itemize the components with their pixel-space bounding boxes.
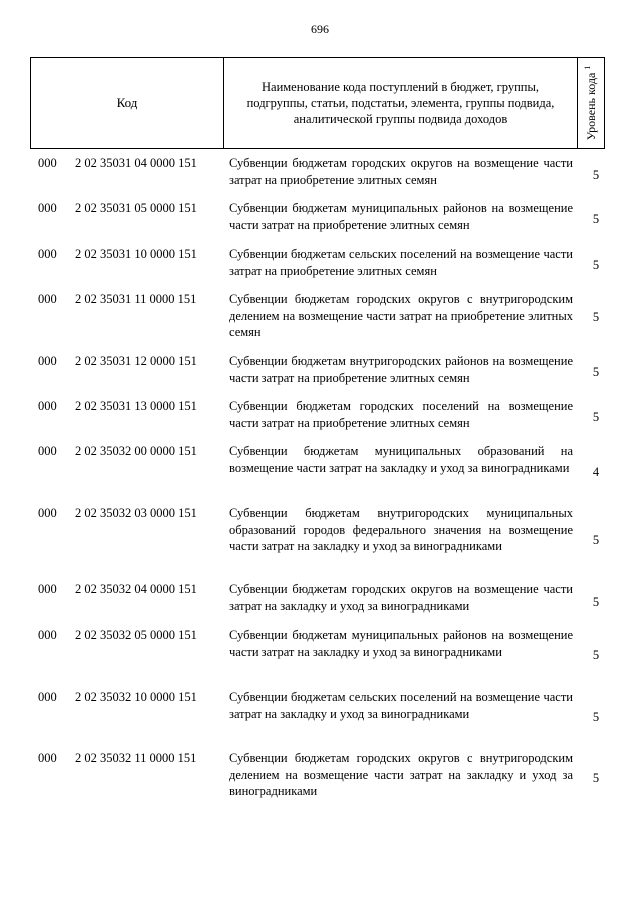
admin-code: 000 xyxy=(38,247,57,261)
row-level: 5 xyxy=(592,410,600,424)
header-level-text: Уровень кода xyxy=(584,72,598,141)
row-description: Субвенции бюджетам городских округов на возмещение части затрат на приобретение элитных семян xyxy=(229,156,573,187)
admin-code: 000 xyxy=(38,444,57,458)
budget-code: 2 02 35031 12 0000 151 xyxy=(75,354,197,368)
admin-code: 000 xyxy=(38,399,57,413)
row-level: 5 xyxy=(592,168,600,182)
row-description: Субвенции бюджетам городских округов с внутригородским делением на возмещение части затрат на приобретение элитных семян xyxy=(229,292,573,339)
budget-code: 2 02 35032 05 0000 151 xyxy=(75,628,197,642)
header-level-footnote: 1 xyxy=(583,65,592,70)
table-header xyxy=(30,57,605,149)
admin-code: 000 xyxy=(38,690,57,704)
row-level: 5 xyxy=(592,710,600,724)
budget-code: 2 02 35032 03 0000 151 xyxy=(75,506,197,520)
row-level: 5 xyxy=(592,365,600,379)
budget-code: 2 02 35032 11 0000 151 xyxy=(75,751,197,765)
row-description: Субвенции бюджетам сельских поселений на возмещение части затрат на закладку и уход за виноградниками xyxy=(229,690,573,721)
budget-code: 2 02 35032 10 0000 151 xyxy=(75,690,197,704)
row-description: Субвенции бюджетам муниципальных районов на возмещение части затрат на приобретение элитных семян xyxy=(229,201,573,232)
admin-code: 000 xyxy=(38,201,57,215)
row-level: 5 xyxy=(592,310,600,324)
row-description: Субвенции бюджетам внутригородских районов на возмещение части затрат на приобретение элитных семян xyxy=(229,354,573,385)
row-description: Субвенции бюджетам сельских поселений на возмещение части затрат на приобретение элитных семян xyxy=(229,247,573,278)
row-description: Субвенции бюджетам муниципальных образований на возмещение части затрат на закладку и уход за виноградниками xyxy=(229,444,573,475)
budget-code: 2 02 35032 04 0000 151 xyxy=(75,582,197,596)
row-level: 5 xyxy=(592,212,600,226)
row-description: Субвенции бюджетам городских округов на возмещение части затрат на закладку и уход за виноградниками xyxy=(229,582,573,613)
admin-code: 000 xyxy=(38,751,57,765)
page-number: 696 xyxy=(311,22,329,36)
header-level xyxy=(578,58,604,148)
budget-code: 2 02 35031 04 0000 151 xyxy=(75,156,197,170)
row-level: 4 xyxy=(592,465,600,479)
row-description: Субвенции бюджетам городских поселений на возмещение части затрат на приобретение элитных семян xyxy=(229,399,573,430)
admin-code: 000 xyxy=(38,354,57,368)
row-level: 5 xyxy=(592,533,600,547)
admin-code: 000 xyxy=(38,582,57,596)
row-level: 5 xyxy=(592,648,600,662)
header-level-label xyxy=(583,66,599,141)
budget-code: 2 02 35031 10 0000 151 xyxy=(75,247,197,261)
budget-code: 2 02 35031 05 0000 151 xyxy=(75,201,197,215)
row-level: 5 xyxy=(592,771,600,785)
budget-code: 2 02 35032 00 0000 151 xyxy=(75,444,197,458)
admin-code: 000 xyxy=(38,506,57,520)
header-code: Код xyxy=(31,58,224,148)
admin-code: 000 xyxy=(38,628,57,642)
budget-code: 2 02 35031 13 0000 151 xyxy=(75,399,197,413)
budget-code: 2 02 35031 11 0000 151 xyxy=(75,292,197,306)
header-name: Наименование кода поступлений в бюджет, группы, подгруппы, статьи, подстатьи, элемента, группы подвида, аналитической группы подвида доходов xyxy=(224,58,578,148)
row-level: 5 xyxy=(592,595,600,609)
admin-code: 000 xyxy=(38,292,57,306)
row-description: Субвенции бюджетам городских округов с внутригородским делением на возмещение части затрат на закладку и уход за виноградниками xyxy=(229,751,573,798)
row-level: 5 xyxy=(592,258,600,272)
row-description: Субвенции бюджетам муниципальных районов на возмещение части затрат на закладку и уход за виноградниками xyxy=(229,628,573,659)
row-description: Субвенции бюджетам внутригородских муниципальных образований городов федерального значения на возмещение части затрат на закладку и уход за виноградниками xyxy=(229,506,573,553)
admin-code: 000 xyxy=(38,156,57,170)
